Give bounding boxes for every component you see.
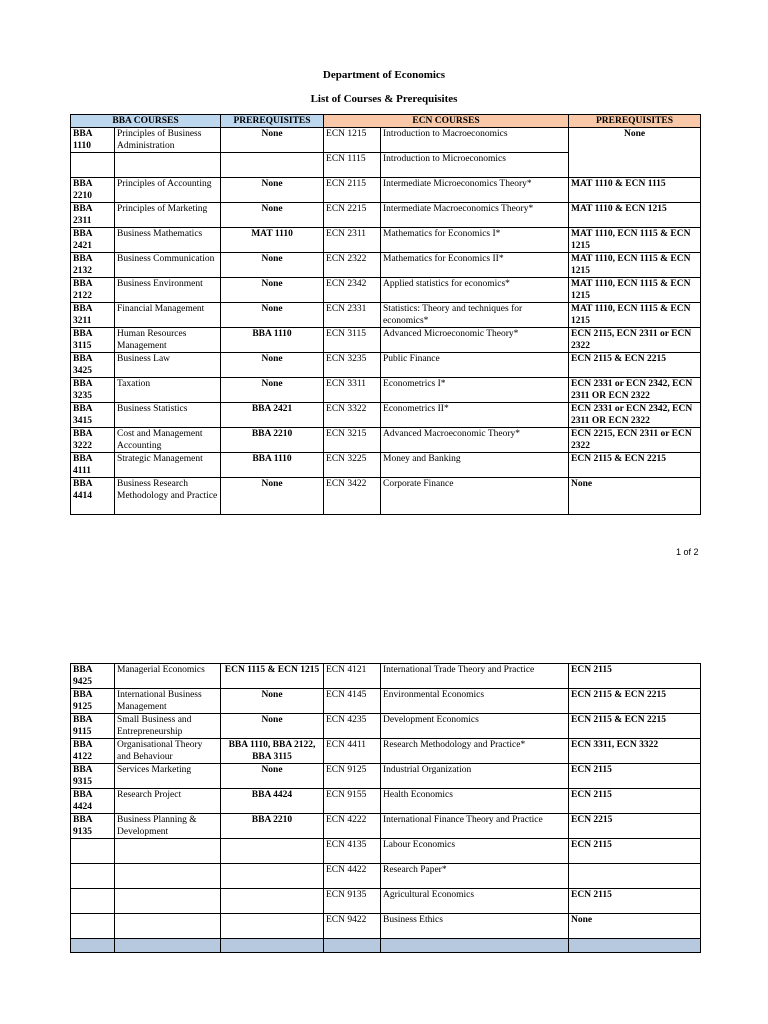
bba-course-name: Strategic Management [115,453,221,478]
bba-course-name [115,864,221,889]
bba-course-name: Business Environment [115,278,221,303]
course-row [71,714,701,739]
ecn-course-name: Research Paper* [381,864,569,889]
ecn-course-name: Mathematics for Economics I* [381,228,569,253]
bba-course-name [115,839,221,864]
bba-course-prerequisites: None [221,764,324,789]
ecn-course-prerequisites: None [569,128,701,178]
ecn-course-name: Introduction to Macroeconomics [381,128,569,153]
ecn-course-prerequisites: MAT 1110, ECN 1115 & ECN 1215 [569,278,701,303]
bba-course-name [115,914,221,939]
bba-course-name: Principles of Accounting [115,178,221,203]
bba-course-prerequisites: BBA 4424 [221,789,324,814]
ecn-course-code: ECN 4222 [324,814,381,839]
course-row [71,689,701,714]
ecn-course-prerequisites: ECN 2115 [569,889,701,914]
ecn-course-name: Advanced Microeconomic Theory* [381,328,569,353]
course-row [71,353,701,378]
ecn-course-name: Health Economics [381,789,569,814]
ecn-course-name: Statistics: Theory and techniques for economics* [381,303,569,328]
ecn-course-prerequisites: MAT 1110, ECN 1115 & ECN 1215 [569,303,701,328]
department-title: Department of Economics [322,69,446,81]
footer-cell [115,939,221,953]
ecn-course-prerequisites: ECN 2331 or ECN 2342, ECN 2311 OR ECN 2322 [569,378,701,403]
footer-cell [71,939,115,953]
bba-course-code: BBA 3222 [71,428,115,453]
ecn-course-prerequisites: MAT 1110 & ECN 1115 [569,178,701,203]
course-row [71,764,701,789]
course-row [71,378,701,403]
ecn-course-name: Environmental Economics [381,689,569,714]
ecn-course-name: Money and Banking [381,453,569,478]
ecn-course-code: ECN 4422 [324,864,381,889]
bba-course-name: Business Statistics [115,403,221,428]
bba-course-name [115,153,221,178]
bba-course-code: BBA 2421 [71,228,115,253]
ecn-course-code: ECN 3225 [324,453,381,478]
bba-course-code: BBA 3425 [71,353,115,378]
bba-course-prerequisites: None [221,478,324,515]
course-row [71,814,701,839]
bba-course-code: BBA 4111 [71,453,115,478]
course-row [71,253,701,278]
bba-course-name: International Business Management [115,689,221,714]
course-row [71,739,701,764]
bba-course-name: Small Business and Entrepreneurship [115,714,221,739]
ecn-course-prerequisites: MAT 1110, ECN 1115 & ECN 1215 [569,253,701,278]
ecn-course-code: ECN 9135 [324,889,381,914]
bba-course-name: Human Resources Management [115,328,221,353]
course-row [71,278,701,303]
course-row [71,328,701,353]
ecn-course-code: ECN 3322 [324,403,381,428]
bba-course-name: Principles of Business Administration [115,128,221,153]
ecn-course-code: ECN 2215 [324,203,381,228]
bba-course-code: BBA 3235 [71,378,115,403]
bba-course-prerequisites: BBA 1110, BBA 2122, BBA 3115 [221,739,324,764]
ecn-course-prerequisites: None [569,478,701,515]
footer-cell [381,939,569,953]
ecn-course-code: ECN 4121 [324,664,381,689]
ecn-course-prerequisites [569,864,701,889]
courses-body-page-1 [71,128,701,515]
bba-course-code [71,914,115,939]
bba-course-code: BBA 2122 [71,278,115,303]
ecn-course-prerequisites: ECN 2115 & ECN 2215 [569,689,701,714]
ecn-course-prerequisites: ECN 2115 [569,764,701,789]
bba-course-prerequisites: None [221,378,324,403]
footer-cell [324,939,381,953]
bba-course-prerequisites: BBA 2421 [221,403,324,428]
ecn-course-prerequisites: ECN 2115, ECN 2311 or ECN 2322 [569,328,701,353]
ecn-course-code: ECN 3422 [324,478,381,515]
bba-course-code [71,889,115,914]
ecn-course-prerequisites: ECN 2115 [569,664,701,689]
bba-course-code: BBA 9125 [71,689,115,714]
ecn-course-code: ECN 1115 [324,153,381,178]
course-row [71,428,701,453]
ecn-course-prerequisites: ECN 2215 [569,814,701,839]
bba-course-code: BBA 3211 [71,303,115,328]
ecn-course-name: Development Economics [381,714,569,739]
ecn-course-code: ECN 3215 [324,428,381,453]
bba-course-code [71,864,115,889]
ecn-course-code: ECN 3115 [324,328,381,353]
table-footer-row [71,939,701,953]
course-row [71,789,701,814]
ecn-course-name: Introduction to Microeconomics [381,153,569,178]
ecn-course-name: Econometrics I* [381,378,569,403]
bba-course-code: BBA 9135 [71,814,115,839]
bba-course-prerequisites: None [221,253,324,278]
bba-course-code: BBA 4424 [71,789,115,814]
bba-course-code: BBA 2132 [71,253,115,278]
bba-course-name: Taxation [115,378,221,403]
bba-course-prerequisites: BBA 1110 [221,328,324,353]
bba-course-name: Business Planning & Development [115,814,221,839]
bba-course-code: BBA 9115 [71,714,115,739]
bba-course-name: Principles of Marketing [115,203,221,228]
bba-course-code: BBA 2311 [71,203,115,228]
ecn-course-name: Labour Economics [381,839,569,864]
courses-table-page-2 [70,663,701,953]
bba-course-code: BBA 4122 [71,739,115,764]
bba-course-prerequisites: BBA 2210 [221,814,324,839]
bba-course-name: Business Law [115,353,221,378]
ecn-course-name: Intermediate Macroeconomics Theory* [381,203,569,228]
ecn-course-name: Advanced Macroeconomic Theory* [381,428,569,453]
ecn-course-prerequisites: ECN 2115 & ECN 2215 [569,353,701,378]
ecn-course-code: ECN 2331 [324,303,381,328]
course-row [71,664,701,689]
document-subtitle: List of Courses & Prerequisites [310,93,458,105]
ecn-course-prerequisites: ECN 2115 & ECN 2215 [569,453,701,478]
ecn-course-prerequisites: ECN 3311, ECN 3322 [569,739,701,764]
bba-course-name: Services Marketing [115,764,221,789]
ecn-course-code: ECN 2311 [324,228,381,253]
ecn-course-name: Public Finance [381,353,569,378]
course-row [71,403,701,428]
course-row [71,203,701,228]
bba-course-prerequisites: ECN 1115 & ECN 1215 [221,664,324,689]
ecn-courses-header: ECN COURSES [324,115,569,128]
ecn-course-name: Research Methodology and Practice* [381,739,569,764]
bba-course-prerequisites: MAT 1110 [221,228,324,253]
bba-course-code [71,153,115,178]
bba-course-prerequisites [221,889,324,914]
ecn-course-name: Corporate Finance [381,478,569,515]
bba-course-prerequisites: None [221,278,324,303]
bba-course-code: BBA 3115 [71,328,115,353]
ecn-course-name: Applied statistics for economics* [381,278,569,303]
ecn-course-code: ECN 2342 [324,278,381,303]
course-row [71,228,701,253]
bba-course-code: BBA 9315 [71,764,115,789]
courses-body-page-2 [71,664,701,953]
bba-courses-header: BBA COURSES [71,115,221,128]
bba-course-code: BBA 9425 [71,664,115,689]
bba-course-prerequisites [221,153,324,178]
bba-course-code [71,839,115,864]
course-row [71,889,701,914]
ecn-course-code: ECN 1215 [324,128,381,153]
ecn-course-name: Industrial Organization [381,764,569,789]
ecn-course-name: International Finance Theory and Practice [381,814,569,839]
ecn-course-name: Intermediate Microeconomics Theory* [381,178,569,203]
footer-cell [221,939,324,953]
course-row [71,839,701,864]
ecn-course-code: ECN 4411 [324,739,381,764]
bba-course-code: BBA 2210 [71,178,115,203]
bba-course-code: BBA 1110 [71,128,115,153]
bba-course-name: Business Research Methodology and Practice [115,478,221,515]
bba-course-name [115,889,221,914]
bba-course-prerequisites: None [221,128,324,153]
bba-course-prerequisites: None [221,178,324,203]
ecn-course-prerequisites: MAT 1110 & ECN 1215 [569,203,701,228]
bba-course-prerequisites [221,839,324,864]
ecn-course-code: ECN 9125 [324,764,381,789]
bba-course-prerequisites: BBA 2210 [221,428,324,453]
bba-course-name: Cost and Management Accounting [115,428,221,453]
ecn-course-prerequisites: ECN 2115 [569,789,701,814]
ecn-course-name: Business Ethics [381,914,569,939]
ecn-course-code: ECN 4235 [324,714,381,739]
ecn-course-name: Mathematics for Economics II* [381,253,569,278]
ecn-course-code: ECN 9422 [324,914,381,939]
bba-course-prerequisites: BBA 1110 [221,453,324,478]
course-row [71,303,701,328]
page-number: 1 of 2 [676,547,699,557]
bba-course-prerequisites [221,914,324,939]
bba-course-prerequisites [221,864,324,889]
course-row [71,453,701,478]
bba-prerequisites-header: PREREQUISITES [221,115,324,128]
bba-course-name: Research Project [115,789,221,814]
ecn-course-prerequisites: ECN 2115 & ECN 2215 [569,714,701,739]
ecn-course-prerequisites: ECN 2115 [569,839,701,864]
ecn-course-prerequisites: MAT 1110, ECN 1115 & ECN 1215 [569,228,701,253]
ecn-course-name: Agricultural Economics [381,889,569,914]
course-row [71,864,701,889]
bba-course-name: Managerial Economics [115,664,221,689]
ecn-course-code: ECN 4145 [324,689,381,714]
bba-course-prerequisites: None [221,689,324,714]
ecn-course-prerequisites: ECN 2215, ECN 2311 or ECN 2322 [569,428,701,453]
bba-course-code: BBA 4414 [71,478,115,515]
footer-cell [569,939,701,953]
course-row [71,128,701,153]
course-row [71,478,701,515]
ecn-course-code: ECN 3235 [324,353,381,378]
ecn-prerequisites-header: PREREQUISITES [569,115,701,128]
courses-table-page-1 [70,114,701,515]
ecn-course-name: International Trade Theory and Practice [381,664,569,689]
course-row [71,178,701,203]
bba-course-prerequisites: None [221,303,324,328]
bba-course-code: BBA 3415 [71,403,115,428]
bba-course-name: Business Mathematics [115,228,221,253]
course-row [71,914,701,939]
bba-course-name: Organisational Theory and Behaviour [115,739,221,764]
bba-course-prerequisites: None [221,353,324,378]
ecn-course-code: ECN 4135 [324,839,381,864]
ecn-course-prerequisites: None [569,914,701,939]
ecn-course-code: ECN 3311 [324,378,381,403]
ecn-course-code: ECN 2322 [324,253,381,278]
bba-course-prerequisites: None [221,203,324,228]
ecn-course-code: ECN 9155 [324,789,381,814]
bba-course-prerequisites: None [221,714,324,739]
ecn-course-name: Econometrics II* [381,403,569,428]
bba-course-name: Financial Management [115,303,221,328]
bba-course-name: Business Communication [115,253,221,278]
ecn-course-prerequisites: ECN 2331 or ECN 2342, ECN 2311 OR ECN 2322 [569,403,701,428]
ecn-course-code: ECN 2115 [324,178,381,203]
